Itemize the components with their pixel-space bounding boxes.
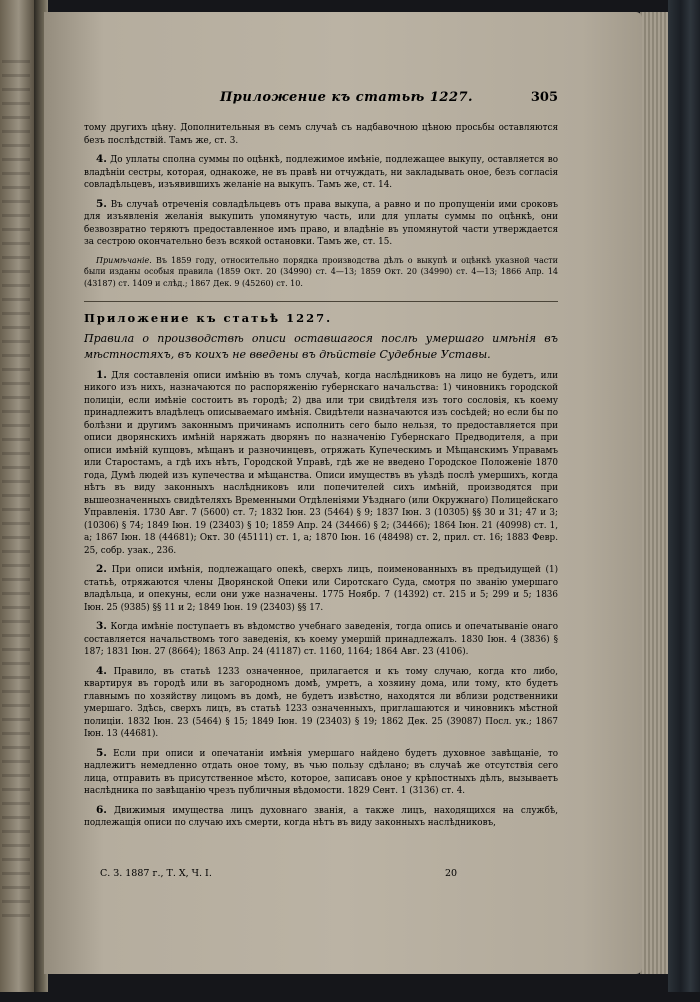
- item-text: До уплаты сполна суммы по оцѣнкѣ, подлежимое имѣніе, подлежащее выкупу, оставляется во владѣніи сестры, которая, однакоже, не въ правѣ ни отчуждать, ни закладывать оное, безъ согласія совладѣльцевъ, изъявившихъ желаніе на выкупъ. Тамъ же, ст. 14.: [84, 155, 558, 190]
- note-text: Въ 1859 году, относительно порядка производства дѣлъ о выкупѣ и оцѣнкѣ указной части были изданы особыя правила (1859 Окт. 20 (34990) ст. 4—13; 1859 Окт. 20 (34990) ст. 4—13; 1866 Апр. 14 (43187) ст. 1409 и слѣд.; 1867 Дек. 9 (45260) ст. 10.: [84, 255, 558, 288]
- carry-paragraph: тому другихъ цѣну. Дополнительныя въ семъ случаѣ съ надбавочною цѣною просьбы оставляются безъ послѣдствій. Тамъ же, ст. 3.: [84, 123, 558, 146]
- left-page-ghost-text: [2, 60, 30, 920]
- page-footer: [100, 868, 458, 879]
- item-number: 5.: [96, 746, 107, 759]
- item-number: 3.: [96, 620, 107, 632]
- article-item-5: [84, 198, 558, 249]
- item-text: Для составленія описи имѣнію въ томъ случаѣ, когда наслѣдниковъ на лицо не будетъ, или никого изъ нихъ, назначаются по распоряженію губернскаго начальства: 1) чиновникъ городской полиціи, если имѣніе состоитъ въ городѣ; 2) два или три свидѣтеля изъ того сословія, къ коему принадлежитъ владѣлецъ описываемаго имѣнія. Свидѣтели назначаются изъ сосѣдей; но если бы по болѣзни и другимъ законнымъ причинамъ исполнить сего было нельзя, то предоставляется при описи дворянскихъ имѣній наряжать дворянъ по назначенію Губернскаго Предводителя, а при описи имѣній купцовъ, мѣщанъ и разночинцевъ, отряжать Купеческимъ и Мѣщанскимъ Управамъ или Старостамъ, а гдѣ ихъ нѣтъ, Городской Управѣ, гдѣ же не введено Городское Положеніе 1870 года, Думѣ людей изъ купечества и мѣщанства. Описи имуществъ въ уѣздѣ послѣ умершихъ, когда нѣтъ въ виду законныхъ наслѣдниковъ или попечителей сихъ имѣній, производятся при вышеозначенныхъ свидѣтеляхъ Временными Отдѣленіями Уѣзднаго (или Окружнаго) Полицейскаго Управленія. 1730 Авг. 7 (5600) ст. 7; 1832 Іюн. 23 (5464) § 9; 1837 Іюн. 3 (10305) §§ 30 и 31; 47 и 3; (10306) § 74; 1849 Іюн. 19 (23403) § 10; 1859 Апр. 24 (34466) § 2; (34466); 1864 Іюн. 21 (40998) ст. 1, а; 1867 Іюн. 18 (44681); Окт. 30 (45111) ст. 1, а; 1870 Іюн. 16 (48498) ст. 2, прил. ст. 16; 1883 Февр. 25, собр. узак., 236.: [84, 370, 558, 556]
- rule-item-6: [84, 804, 558, 830]
- page-block-edge: [640, 12, 670, 974]
- book-cover: [668, 0, 700, 992]
- item-text: При описи имѣнія, подлежащаго опекѣ, сверхъ лицъ, поименованныхъ въ предъидущей (1) статьѣ, отряжаются члены Дворянской Опеки или Сиротскаго Суда, смотря по званію умершаго владѣльца, и опекуны, если они уже назначены. 1775 Ноябр. 7 (14392) ст. 215 и 5; 299 и 5; 1836 Іюн. 25 (9385) §§ 11 и 2; 1849 Іюн. 19 (23403) §§ 17.: [84, 565, 559, 613]
- item-number: 4.: [96, 153, 107, 165]
- section-title: Приложение къ статьѣ 1227.: [84, 311, 333, 325]
- rule-item-1: [84, 369, 558, 558]
- item-number: 5.: [96, 197, 107, 210]
- item-text: Правило, въ статьѣ 1233 означенное, прилагается и къ тому случаю, когда кто либо, квартируя въ городѣ или въ загородномъ домѣ, умретъ, а хозяину дома, или тому, кто будетъ главнымъ по хозяйству лицомъ въ домѣ, не будетъ извѣстно, находятся ли вблизи родственники умершаго. Здѣсь, сверхъ лицъ, въ статьѣ 1233 означенныхъ, приглашаются и чиновникъ мѣстной полиціи. 1832 Іюн. 23 (5464) § 15; 1849 Іюн. 19 (23403) § 19; 1862 Дек. 25 (39087) Посл. ук.; 1867 Іюн. 13 (44681).: [84, 666, 558, 739]
- item-text: Если при описи и опечатаніи имѣнія умершаго найдено будетъ духовное завѣщаніе, то надлежитъ немедленно отдать оное тому, въ чью пользу сдѣлано; въ случаѣ же отсутствія сего лица, отправить въ присутственное мѣсто, которое, записавъ оное у крѣпостныхъ дѣлъ, вызываетъ наслѣдника по завѣщанію чрезъ публичныя вѣдомости. 1829 Сент. 1 (3136) ст. 4.: [84, 748, 558, 796]
- section-subtitle: Правила о производствѣ описи оставшагося послѣ умершаго имѣнія въ мѣстностяхъ, въ коихъ не введены въ дѣйствіе Судебные Уставы.: [84, 331, 558, 361]
- item-text: Когда имѣніе поступаетъ въ вѣдомство учебнаго заведенія, тогда опись и опечатываніе онаго составляется начальствомъ того заведенія, къ коему умершій принадлежалъ. 1830 Іюн. 4 (3836) § 187; 1831 Іюн. 27 (8664); 1863 Апр. 24 (41187) ст. 1160, 1164; 1864 Авг. 23 (4106).: [84, 622, 559, 657]
- rule-item-2: [84, 563, 558, 614]
- item-text: Движимыя имущества лицъ духовнаго званія, а также лицъ, находящихся на службѣ, подлежащія описи по случаю ихъ смерти, когда нѣтъ въ виду законныхъ наслѣдниковъ,: [84, 805, 558, 828]
- printer-signature: 20: [445, 868, 458, 879]
- item-number: 6.: [96, 803, 107, 816]
- item-number: 4.: [96, 664, 107, 677]
- rule-item-4: [84, 665, 558, 741]
- rule-item-5: [84, 747, 558, 798]
- item-number: 1.: [96, 368, 107, 381]
- page-number: 305: [530, 90, 558, 105]
- section-divider: [84, 301, 558, 302]
- running-title: Приложение къ статьѣ 1227.: [220, 90, 474, 105]
- item-number: 2.: [96, 563, 107, 575]
- note-label: Примѣчаніе.: [96, 255, 152, 265]
- article-item-4: [84, 153, 558, 192]
- note-paragraph: [84, 255, 558, 290]
- left-page-edge: [0, 0, 34, 992]
- rule-item-3: [84, 620, 558, 659]
- page-header: [80, 90, 558, 110]
- item-text: Въ случаѣ отреченія совладѣльцевъ отъ права выкупа, а равно и по пропущеніи ими сроковъ для изъявленія желанія выкупить упомянутую часть, или для уплаты суммы по оцѣнкѣ, они безвозвратно теряютъ предоставленное имъ право, и владѣніе въ упомянутой части утверждается за сестрою окончательно безъ всякой остановки. Тамъ же, ст. 15.: [84, 199, 558, 247]
- volume-reference: С. З. 1887 г., Т. X, Ч. I.: [100, 868, 212, 879]
